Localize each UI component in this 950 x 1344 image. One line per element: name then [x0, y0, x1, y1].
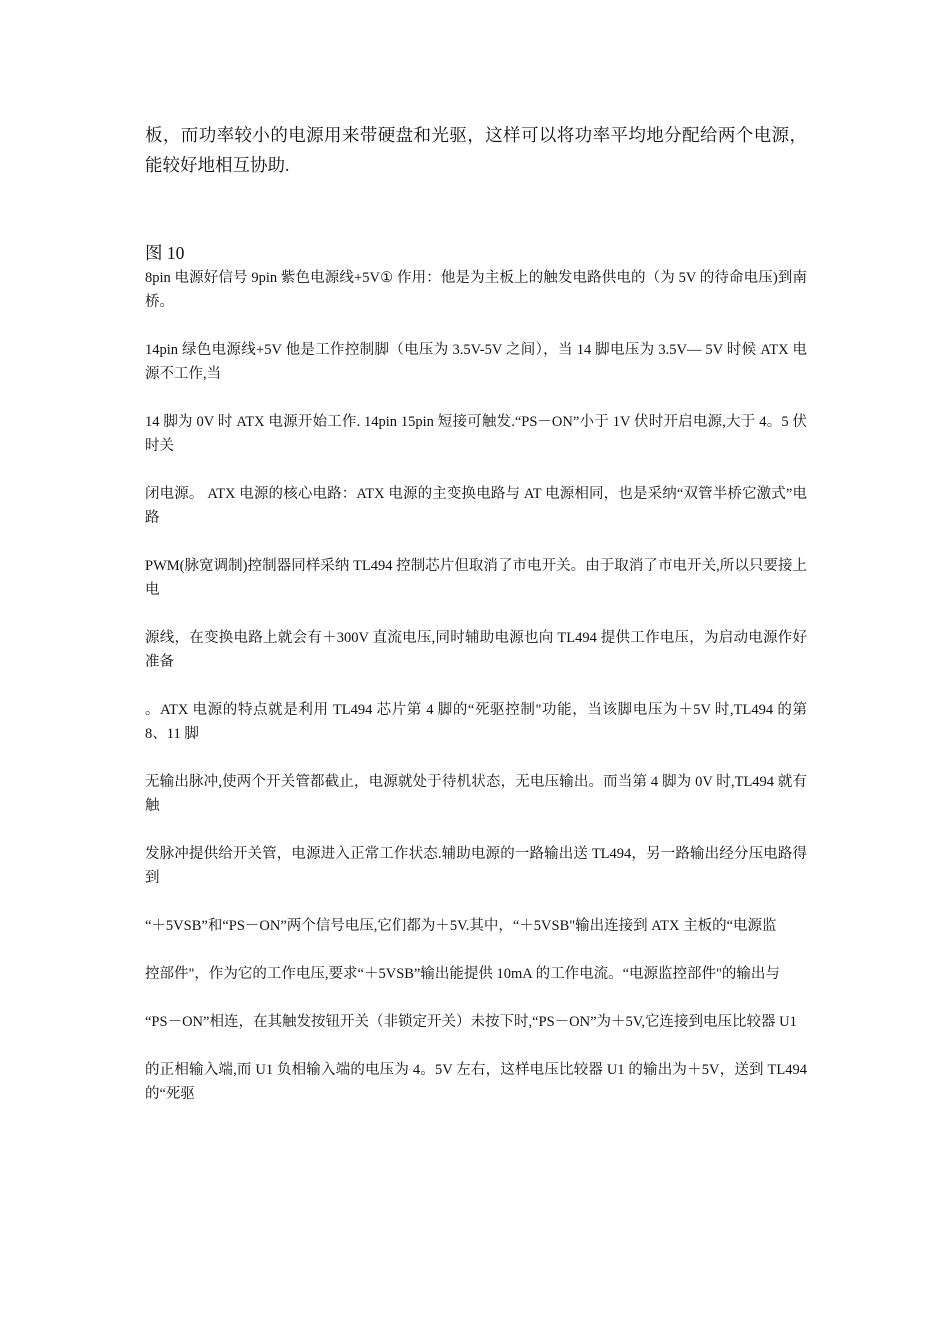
document-body [145, 120, 807, 1130]
body-paragraph: “PS－ON”相连，在其触发按钮开关（非锁定开关）未按下时,“PS－ON”为＋5V,它连接到电压比较器 U1 [145, 1014, 797, 1030]
body-paragraph: 控部件"，作为它的工作电压,要求“＋5VSB”输出能提供 10mA 的工作电流。“电源监控部件"的输出与 [145, 966, 780, 982]
body-paragraph: 14pin 绿色电源线+5V 他是工作控制脚（电压为 3.5V-5V 之间），当 14 脚电压为 3.5V— 5V 时候 ATX 电源不工作,当 [145, 342, 807, 382]
body-paragraph: 无输出脉冲,使两个开关管都截止，电源就处于待机状态，无电压输出。而当第 4 脚为 0V 时,TL494 就有触 [145, 774, 807, 814]
lead-paragraph: 板，而功率较小的电源用来带硬盘和光驱，这样可以将功率平均地分配给两个电源，能较好地相互协助. [145, 125, 807, 175]
body-paragraph: 。ATX 电源的特点就是利用 TL494 芯片第 4 脚的“死驱控制"功能，当该脚电压为＋5V 时,TL494 的第 8、11 脚 [145, 702, 807, 742]
figure-caption: 图 10 [145, 243, 185, 263]
body-paragraph: 8pin 电源好信号 9pin 紫色电源线+5V① 作用：他是为主板上的触发电路供电的（为 5V 的待命电压)到南桥。 [145, 270, 807, 310]
body-paragraph: 的正相输入端,而 U1 负相输入端的电压为 4。5V 左右，这样电压比较器 U1 的输出为＋5V，送到 TL494 的“死驱 [145, 1062, 807, 1102]
body-paragraph: PWM(脉宽调制)控制器同样采纳 TL494 控制芯片但取消了市电开关。由于取消了市电开关,所以只要接上电 [145, 558, 807, 598]
body-paragraph: 闭电源。 ATX 电源的核心电路：ATX 电源的主变换电路与 AT 电源相同，也是采纳“双管半桥它激式”电路 [145, 486, 807, 526]
body-paragraph: “＋5VSB”和“PS－ON”两个信号电压,它们都为＋5V.其中，“＋5VSB"输出连接到 ATX 主板的“电源监 [145, 918, 777, 934]
body-paragraph: 发脉冲提供给开关管，电源进入正常工作状态.辅助电源的一路输出送 TL494，另一路输出经分压电路得到 [145, 846, 807, 886]
body-paragraph: 源线，在变换电路上就会有＋300V 直流电压,同时辅助电源也向 TL494 提供工作电压，为启动电源作好准备 [145, 630, 807, 670]
body-paragraph: 14 脚为 0V 时 ATX 电源开始工作. 14pin 15pin 短接可触发.“PS－ON”小于 1V 伏时开启电源,大于 4。5 伏时关 [145, 414, 807, 454]
